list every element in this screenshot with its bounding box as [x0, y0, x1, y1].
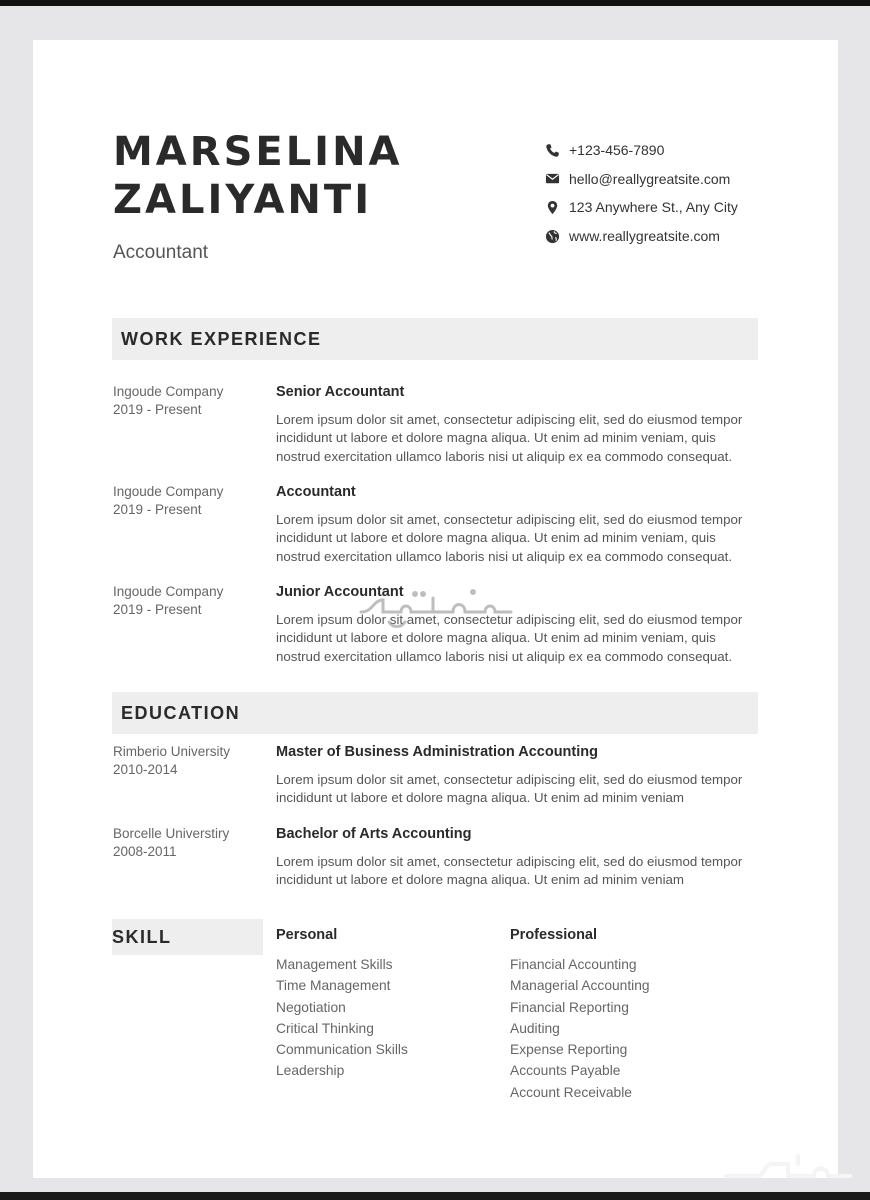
contact-info — [545, 136, 738, 250]
education-entry-meta — [113, 743, 273, 779]
skill-item: Managerial Accounting — [510, 978, 650, 994]
skill-item: Leadership — [276, 1063, 345, 1079]
degree-description: Lorem ipsum dolor sit amet, consectetur adipiscing elit, sed do eiusmod tempor incididunt ut labore et dolore magna aliqua. Ut enim ad minim veniam — [276, 772, 743, 806]
globe-icon — [545, 229, 560, 244]
job-description: Lorem ipsum dolor sit amet, consectetur adipiscing elit, sed do eiusmod tempor incididunt ut labore et dolore magna aliqua. Ut enim ad minim veniam, quis nostrud exercitation ullamco laboris nisi ut aliquip ex ea commodo consequat. — [276, 412, 743, 464]
company-name: Ingoude Company — [113, 484, 224, 499]
work-experience-header — [112, 318, 758, 360]
bottom-edge — [0, 1192, 870, 1200]
job-description: Lorem ipsum dolor sit amet, consectetur adipiscing elit, sed do eiusmod tempor incididunt ut labore et dolore magna aliqua. Ut enim ad minim veniam, quis nostrud exercitation ullamco laboris nisi ut aliquip ex ea commodo consequat. — [276, 512, 743, 564]
last-name: ZALIYANTI — [113, 177, 373, 223]
skill-item: Management Skills — [276, 957, 393, 972]
work-experience-heading: WORK EXPERIENCE — [121, 328, 322, 349]
website-text: www.reallygreatsite.com — [569, 228, 720, 245]
work-entry-meta — [113, 383, 273, 419]
date-range: 2010-2014 — [113, 762, 178, 777]
watermark-logo — [353, 582, 518, 634]
work-entry-body — [276, 483, 758, 566]
skill-item: Negotiation — [276, 999, 346, 1015]
personal-skills-list — [276, 954, 408, 1082]
corner-watermark-logo — [718, 1150, 858, 1188]
skill-heading: SKILL — [112, 926, 172, 947]
date-range: 2019 - Present — [113, 602, 202, 617]
education-entry-body — [276, 743, 758, 808]
skill-item: Critical Thinking — [276, 1020, 374, 1036]
skill-item: Expense Reporting — [510, 1042, 628, 1058]
professional-skills — [510, 927, 650, 1103]
location-pin-icon — [545, 200, 560, 215]
contact-website — [545, 222, 738, 251]
skill-item: Financial Accounting — [510, 957, 637, 972]
contact-email — [545, 165, 738, 194]
date-range: 2019 - Present — [113, 402, 202, 417]
education-entry-meta — [113, 825, 273, 861]
date-range: 2019 - Present — [113, 502, 202, 517]
degree-title: Bachelor of Arts Accounting — [276, 826, 472, 842]
applicant-name — [113, 128, 403, 224]
professional-skills-list — [510, 954, 650, 1103]
education-header — [112, 692, 758, 734]
skill-item: Auditing — [510, 1020, 560, 1036]
company-name: Ingoude Company — [113, 384, 224, 399]
contact-phone — [545, 136, 738, 165]
mail-icon — [545, 171, 560, 186]
work-entry-meta — [113, 583, 273, 619]
job-role: Accountant — [113, 242, 209, 263]
phone-text: +123-456-7890 — [569, 142, 665, 159]
job-title: Senior Accountant — [276, 384, 405, 400]
job-title: Junior Accountant — [276, 584, 404, 600]
skill-item: Accounts Payable — [510, 1063, 621, 1079]
education-entry-body — [276, 825, 758, 890]
work-entry-meta — [113, 483, 273, 519]
professional-skills-heading: Professional — [510, 927, 598, 943]
contact-address — [545, 193, 738, 222]
skill-item: Communication Skills — [276, 1042, 408, 1058]
personal-skills-heading: Personal — [276, 927, 338, 943]
job-title: Accountant — [276, 484, 356, 500]
skill-item: Time Management — [276, 978, 391, 994]
email-text: hello@reallygreatsite.com — [569, 170, 731, 187]
resume-page — [33, 40, 838, 1178]
date-range: 2008-2011 — [113, 844, 177, 859]
school-name: Rimberio University — [113, 744, 231, 759]
degree-title: Master of Business Administration Accounting — [276, 744, 598, 760]
school-name: Borcelle Universtiry — [113, 826, 230, 841]
job-description: Lorem ipsum dolor sit amet, consectetur adipiscing elit, sed do eiusmod tempor incididunt ut labore et dolore magna aliqua. Ut enim ad minim veniam, quis nostrud exercitation ullamco laboris nisi ut aliquip ex ea commodo consequat. — [276, 612, 743, 664]
skill-item: Financial Reporting — [510, 999, 629, 1015]
phone-icon — [545, 143, 560, 158]
company-name: Ingoude Company — [113, 584, 224, 599]
degree-description: Lorem ipsum dolor sit amet, consectetur adipiscing elit, sed do eiusmod tempor incididunt ut labore et dolore magna aliqua. Ut enim ad minim veniam — [276, 854, 743, 888]
skill-item: Account Receivable — [510, 1084, 632, 1100]
top-edge — [0, 0, 870, 6]
first-name: MARSELINA — [113, 129, 403, 175]
work-entry-body — [276, 383, 758, 466]
skill-header — [112, 919, 263, 955]
personal-skills — [276, 927, 408, 1082]
education-heading: EDUCATION — [121, 702, 241, 723]
address-text: 123 Anywhere St., Any City — [569, 199, 738, 216]
